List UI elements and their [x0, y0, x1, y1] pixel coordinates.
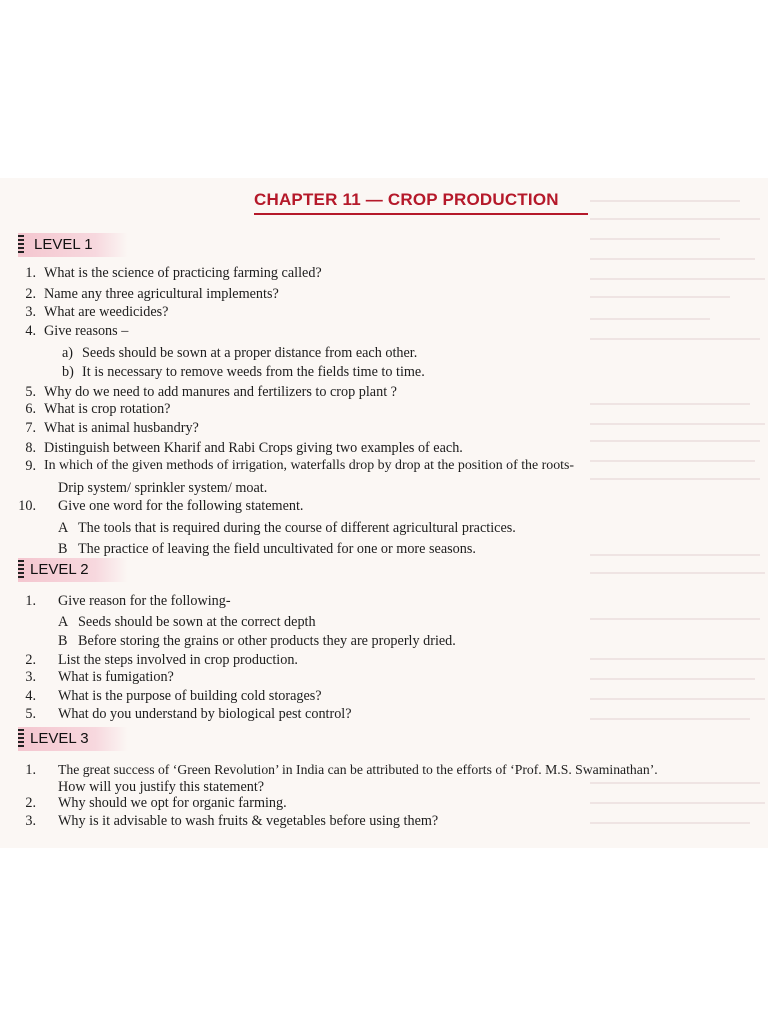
- level-marker-icon: [18, 235, 24, 255]
- chapter-title: CHAPTER 11 — CROP PRODUCTION: [254, 190, 559, 209]
- level-marker-icon: [18, 560, 24, 580]
- level-label: LEVEL 2: [30, 561, 89, 578]
- level-1-heading: [18, 233, 128, 257]
- level-label: LEVEL 1: [34, 236, 93, 253]
- level-3-heading: [18, 727, 128, 751]
- title-underline: [254, 213, 588, 215]
- level-2-heading: [18, 558, 128, 582]
- level-marker-icon: [18, 729, 24, 749]
- level-label: LEVEL 3: [30, 730, 89, 747]
